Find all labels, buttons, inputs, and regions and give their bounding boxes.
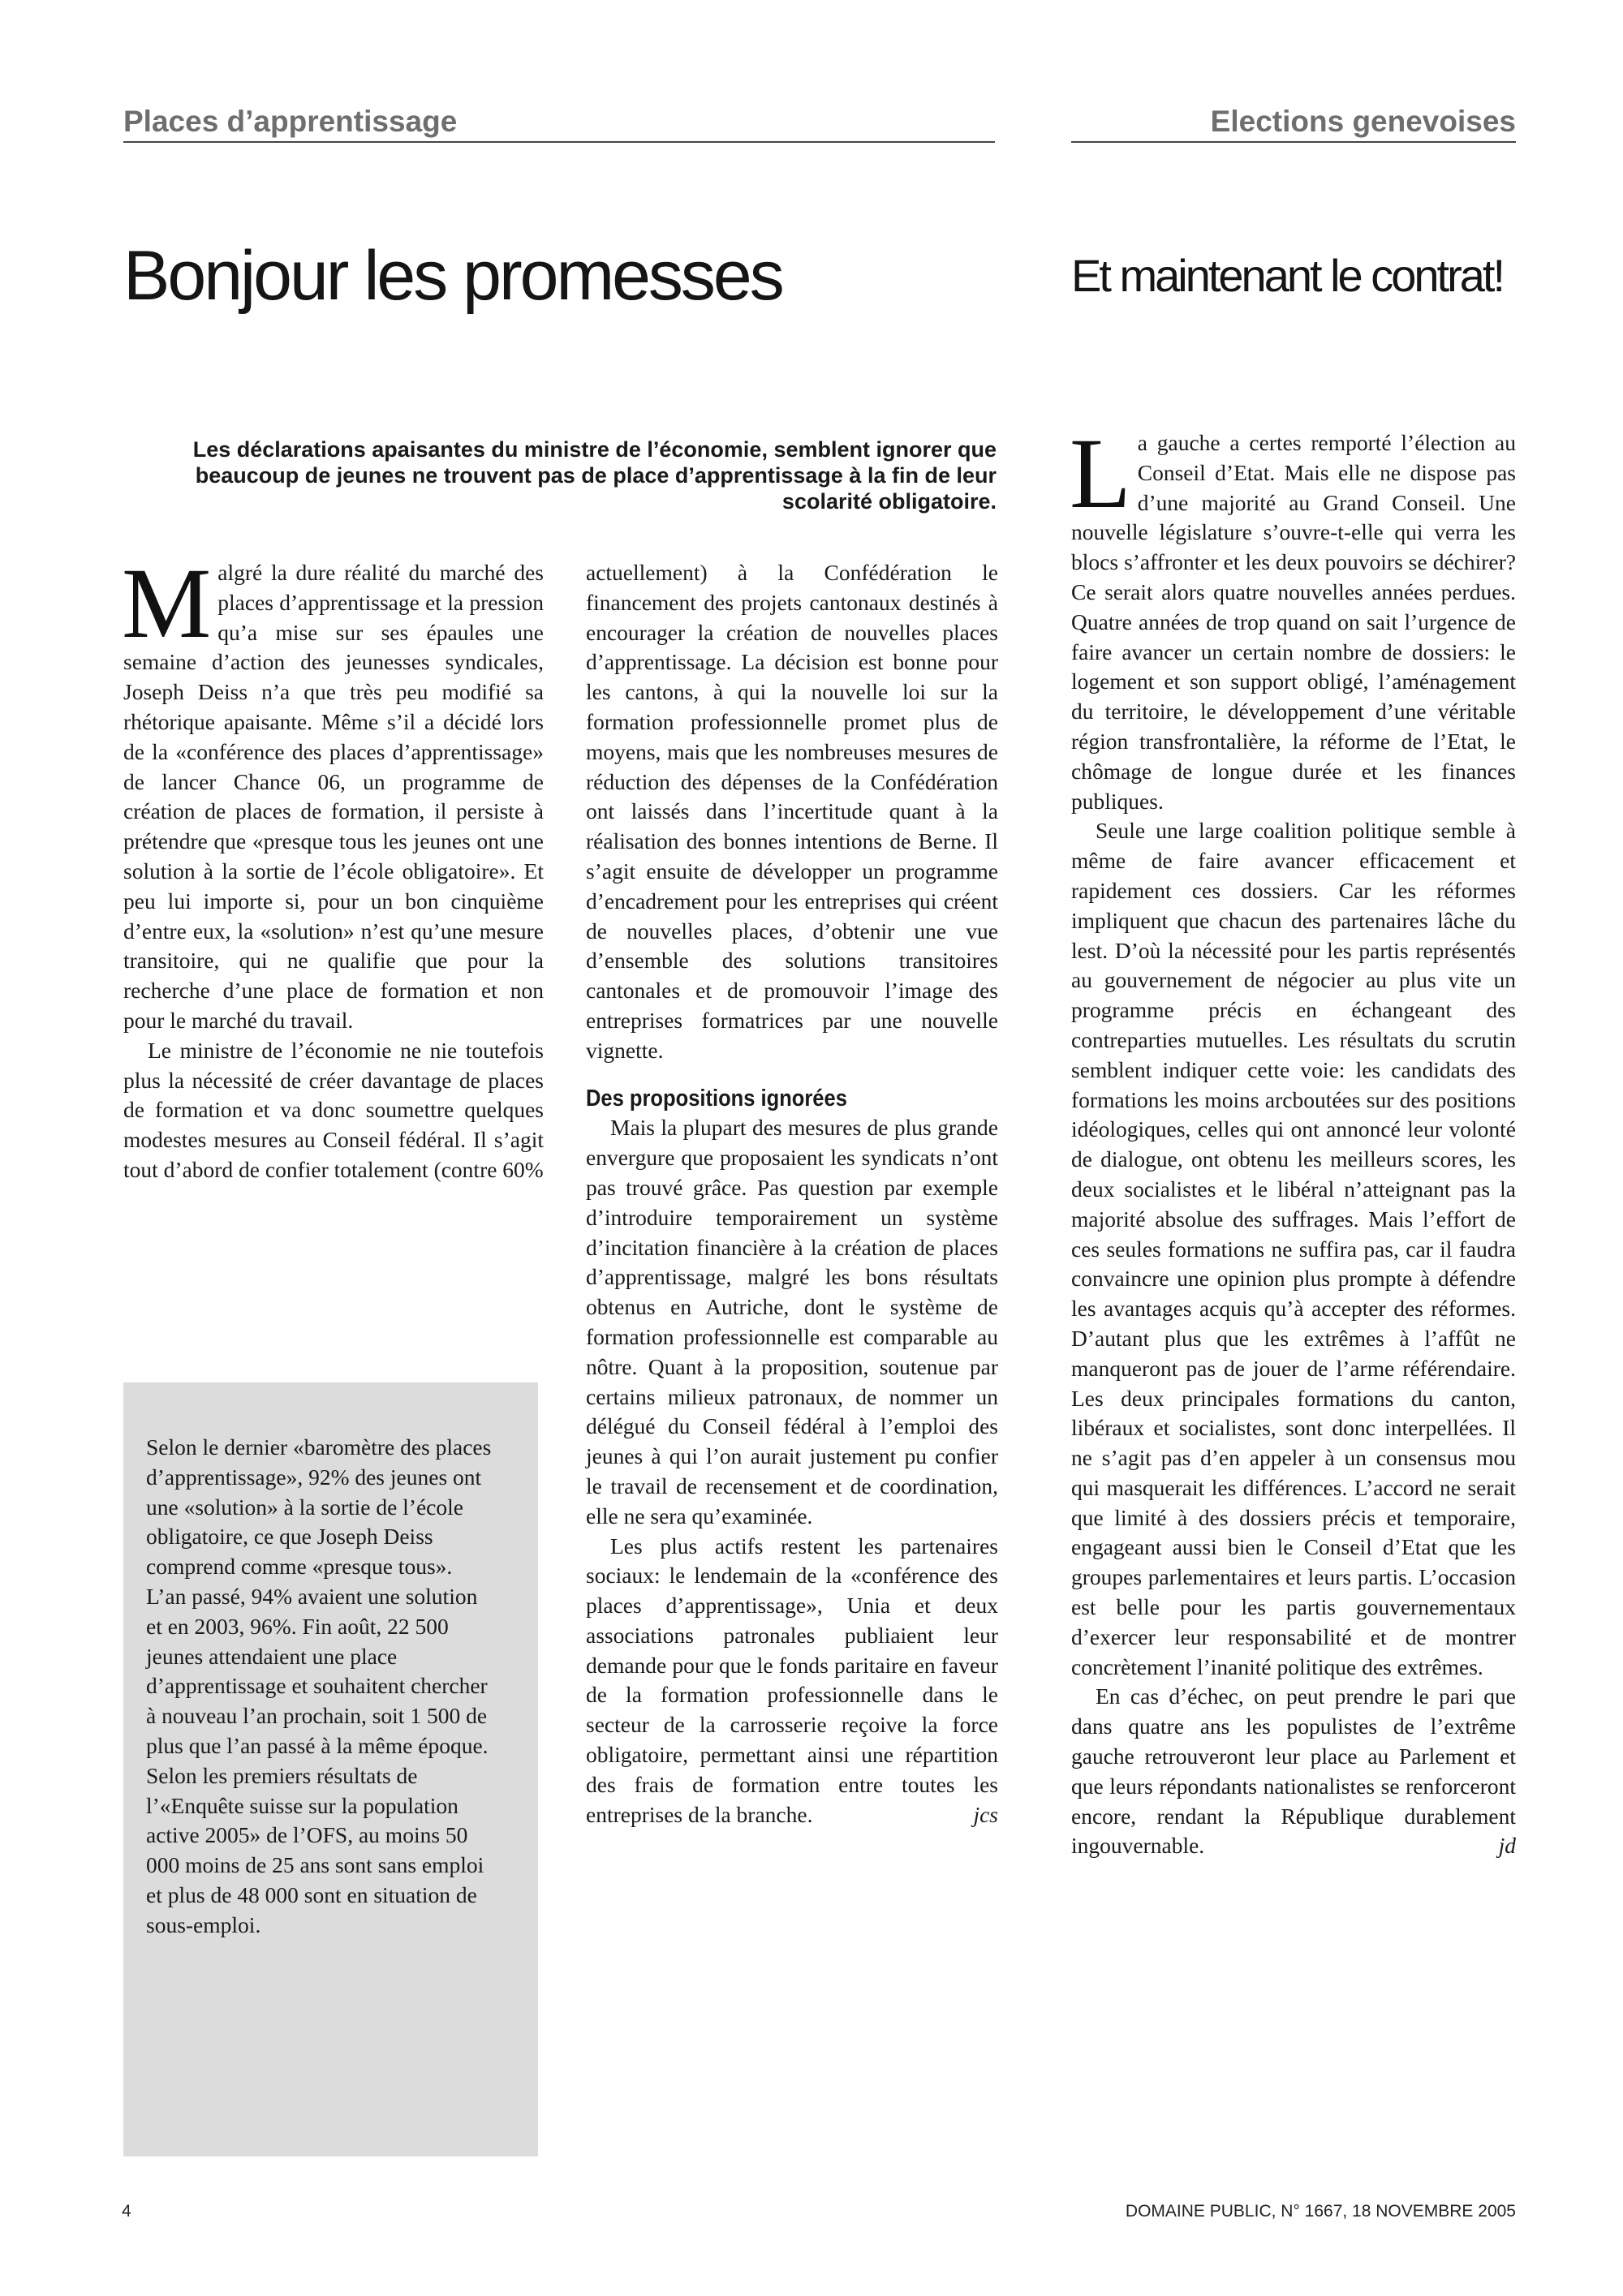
paragraph-text: algré la dure réalité du marché des places d’apprentissage et la pression qu’a mise sur ses épaules une semaine d’action des jeunesses syndicales, Joseph Deiss n’a que très peu modifié sa rhétorique apaisante. Même s’il a décidé lors de la «conférence des places d’apprentissage» de lancer Chance 06, un programme de création de places de formation, il persiste à prétendre que «presque tous les jeunes ont une solution à la sortie de l’école obligatoire». Et peu lui importe si, pour un bon cinquième d’entre eux, la «solution» n’est qu’une mesure transitoire, qui ne qualifie que pour la recherche d’une place de formation et non pour le marché du travail.: [123, 560, 544, 1033]
author-signature: jd: [1498, 1833, 1516, 1859]
paragraph-text: En cas d’échec, on peut prendre le pari que dans quatre ans les populistes de l’extrême gauche retrouveront leur place au Parlement et que leurs répondants nationalistes se renforceront encore, rendant la République durablement ingouvernable.: [1071, 1683, 1516, 1859]
article-paragraph: [1070, 418, 1516, 816]
lead-paragraph: Les déclarations apaisantes du ministre de l’économie, semblent ignorer que beaucoup de jeunes ne trouvent pas de place d’apprentissage à la fin de leur scolarité obligatoire.: [192, 437, 997, 514]
left-article-column-2: [586, 558, 998, 1829]
subheading: Des propositions ignorées: [586, 1085, 847, 1111]
article-paragraph: actuellement) à la Confédération le financement des projets cantonaux destinés à encourager la création de nouvelles places d’apprentissage. La décision est bonne pour les cantons, à qui la nouvelle loi sur la formation professionnelle promet plus de moyens, mais que les nombreuses mesures de réduction des dépenses de la Confédération ont laissés dans l’incertitude quant à la réalisation des bonnes intentions de Berne. Il s’agit ensuite de développer un programme d’encadrement pour les entreprises qui créent de nouvelles places, d’obtenir une vue d’ensemble des solutions transitoires cantonales et de promouvoir l’image des entreprises formatrices par une nouvelle vignette.: [586, 560, 998, 1063]
sidebar-box: [123, 1382, 538, 2156]
article-paragraph: [122, 548, 544, 1036]
drop-cap: L: [1070, 418, 1131, 529]
drop-cap: M: [122, 548, 212, 659]
paragraph-text: a gauche a certes remporté l’élection au Conseil d’Etat. Mais elle ne dispose pas d’une majorité au Grand Conseil. Une nouvelle législature s’ouvre-t-elle qui verra les blocs s’affronter et les deux pouvoirs se déchirer? Ce serait alors quatre nouvelles années perdues. Quatre années de trop quand on sait l’urgence de faire avancer un certain nombre de dossiers: le logement et son support obligé, l’aménagement du territoire, le développement d’une véritable région transfrontalière, la réforme de l’Etat, le chômage de longue durée et les finances publiques.: [1071, 430, 1516, 814]
article-paragraph: [586, 1532, 998, 1830]
page-number: 4: [122, 2202, 131, 2221]
rubric-elections-genevoises: Elections genevoises: [1071, 105, 1516, 143]
rubric-places-apprentissage: Places d’apprentissage: [123, 105, 995, 143]
publication-info: DOMAINE PUBLIC, N° 1667, 18 NOVEMBRE 2005: [1125, 2202, 1516, 2221]
article-paragraph: [1071, 1682, 1516, 1861]
left-article-column-1: [122, 548, 544, 1185]
article-paragraph: Mais la plupart des mesures de plus grande envergure que proposaient les syndicats n’ont pas trouvé grâce. Pas question par exemple d’introduire temporairement un système d’incitation financière à la création de places d’apprentissage, malgré les bons résultats obtenus en Autriche, dont le système de formation professionnelle est comparable au nôtre. Quant à la proposition, soutenue par certains milieux patronaux, de nommer un délégué du Conseil fédéral à l’emploi des jeunes à qui l’on aurait justement pu confier le travail de recensement et de coordination, elle ne sera qu’examinée.: [586, 1115, 998, 1529]
sidebar-box-text: Selon le dernier «baromètre des places d’apprentissage», 92% des jeunes ont une «solution» à la sortie de l’école obligatoire, ce que Joseph Deiss comprend comme «presque tous». L’an passé, 94% avaient une solution et en 2003, 96%. Fin août, 22 500 jeunes attendaient une place d’apprentissage et souhaitent chercher à nouveau l’an prochain, soit 1 500 de plus que l’an passé à la même époque. Selon les premiers résultats de l’«Enquête suisse sur la population active 2005» de l’OFS, au moins 50 000 moins de 25 ans sont sans emploi et plus de 48 000 sont en situation de sous-emploi.: [146, 1434, 492, 1937]
author-signature: jcs: [973, 1801, 998, 1827]
article-paragraph: Le ministre de l’économie ne nie toutefois plus la nécessité de créer davantage de places de formation et va donc soumettre quelques modestes mesures au Conseil fédéral. Il s’agit tout d’abord de confier totalement (contre 60%: [123, 1037, 544, 1182]
headline-right: Et maintenant le contrat!: [1071, 250, 1504, 301]
article-paragraph: Seule une large coalition politique semble à même de faire avancer efficacement et rapidement ces dossiers. Car les réformes impliquent que chacun des partenaires lâche du lest. D’où la nécessité pour les partis représentés au gouvernement de négocier au plus vite un programme précis en échangeant des contreparties mutuelles. Les résultats du scrutin semblent indiquer cette voie: les candidats des formations les moins arcboutées sur des positions idéologiques, celles qui ont annoncé leur volonté de dialogue, ont obtenu les meilleurs scores, les deux socialistes et le libéral n’atteignant pas la majorité absolue des suffrages. Mais l’effort de ces seules formations ne suffira pas, car il faudra convaincre une opinion plus prompte à défendre les avantages acquis qu’à accepter des réformes. D’autant plus que les extrêmes à l’affût ne manqueront pas de jouer de l’arme référendaire. Les deux principales formations du canton, libéraux et socialistes, sont donc interpellées. Il ne s’agit pas d’en appeler à un consensus mou qui masquerait les différences. L’accord ne serait que limité à des dossiers précis et temporaire, engageant aussi bien le Conseil d’Etat que les groupes parlementaires et leurs partis. L’occasion est belle pour les partis gouvernementaux d’exercer leur responsabilité et de montrer concrètement l’inanité politique des extrêmes.: [1071, 818, 1516, 1679]
headline-left: Bonjour les promesses: [123, 237, 782, 315]
right-article-column: [1070, 418, 1516, 1861]
paragraph-text: Les plus actifs restent les partenaires sociaux: le lendemain de la «conférence des places d’apprentissage», Unia et deux associations patronales publiaient leur demande pour que le fonds paritaire en faveur de la formation professionnelle dans le secteur de la carrosserie reçoive la force obligatoire, permettant ainsi une répartition des frais de formation entre toutes les entreprises de la branche.: [586, 1533, 998, 1827]
